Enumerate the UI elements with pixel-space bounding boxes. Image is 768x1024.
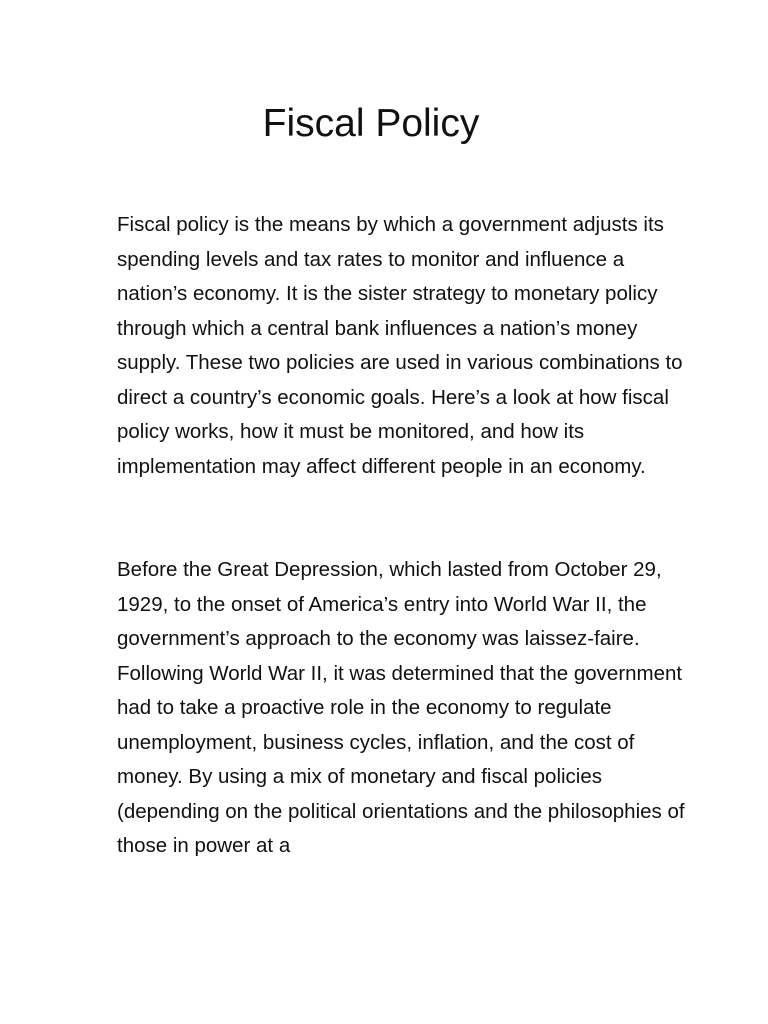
paragraph-history: Before the Great Depression, which lasted from October 29, 1929, to the onset of America’s entry into World War II, the government’s approach to the economy was laissez-faire. Following World War II, it was determined that the government had to take a proactive role in the economy to regulate unemployment, business cycles, inflation, and the cost of money. By using a mix of monetary and fiscal policies (depending on the political orientations and the philosophies of those in power at a <box>117 558 685 857</box>
document-body <box>117 208 692 864</box>
page-title: Fiscal Policy <box>262 102 480 145</box>
paragraph-intro: Fiscal policy is the means by which a government adjusts its spending levels and tax rates to monitor and influence a nation’s economy. It is the sister strategy to monetary policy through which a central bank influences a nation’s money supply. These two policies are used in various combinations to direct a country’s economic goals. Here’s a look at how fiscal policy works, how it must be monitored, and how its implementation may affect different people in an economy. <box>117 213 683 478</box>
